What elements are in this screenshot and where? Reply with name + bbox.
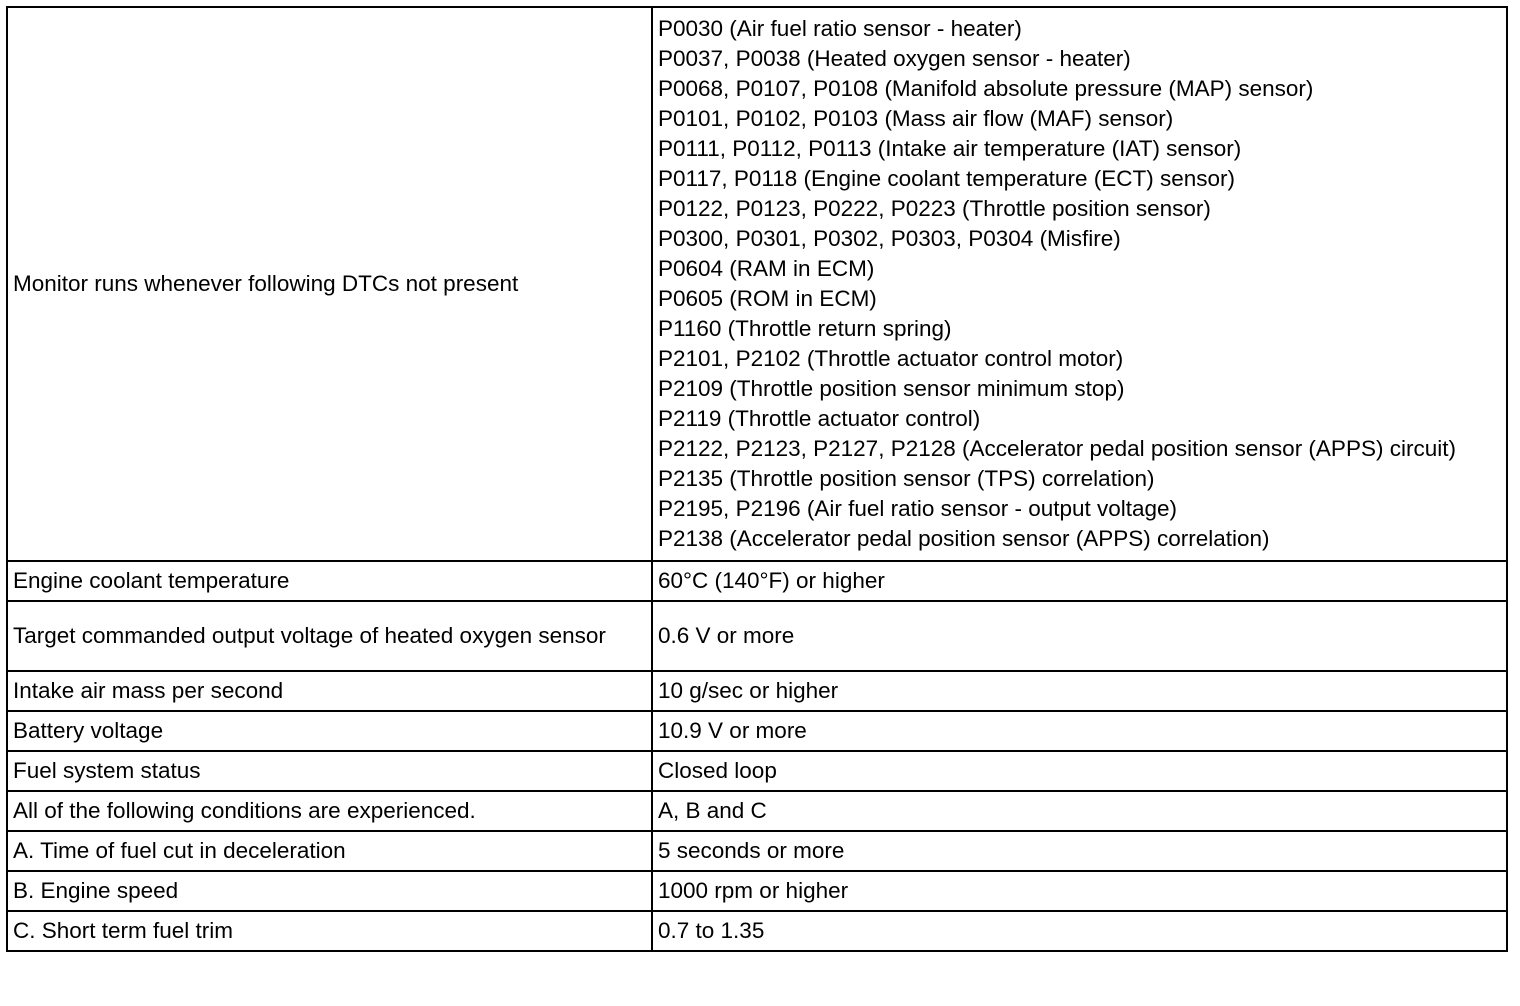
dtc-item: P0030 (Air fuel ratio sensor - heater) [658, 16, 1022, 41]
dtc-item: P2122, P2123, P2127, P2128 (Accelerator pedal position sensor (APPS) circuit) [658, 436, 1456, 461]
dtc-item: P0068, P0107, P0108 (Manifold absolute pressure (MAP) sensor) [658, 76, 1314, 101]
table-row [7, 561, 1507, 601]
conditions-table [6, 6, 1508, 952]
condition-label: B. Engine speed [7, 871, 652, 911]
condition-label: C. Short term fuel trim [7, 911, 652, 951]
dtc-item: P0122, P0123, P0222, P0223 (Throttle position sensor) [658, 196, 1211, 221]
condition-label: A. Time of fuel cut in deceleration [7, 831, 652, 871]
table-row [7, 711, 1507, 751]
condition-label: All of the following conditions are experienced. [7, 791, 652, 831]
dtc-item: P2119 (Throttle actuator control) [658, 406, 981, 431]
dtc-item: P0101, P0102, P0103 (Mass air flow (MAF) sensor) [658, 106, 1174, 131]
dtc-item: P1160 (Throttle return spring) [658, 316, 952, 341]
dtc-item: P0300, P0301, P0302, P0303, P0304 (Misfire) [658, 226, 1121, 251]
condition-label: Target commanded output voltage of heated oxygen sensor [7, 601, 652, 671]
dtc-item: P2101, P2102 (Throttle actuator control motor) [658, 346, 1124, 371]
table-row [7, 751, 1507, 791]
dtc-item: P2138 (Accelerator pedal position sensor (APPS) correlation) [658, 526, 1270, 551]
table-row [7, 911, 1507, 951]
condition-label: Intake air mass per second [7, 671, 652, 711]
condition-value: 5 seconds or more [652, 831, 1507, 871]
dtc-item: P2195, P2196 (Air fuel ratio sensor - output voltage) [658, 496, 1178, 521]
condition-label: Engine coolant temperature [7, 561, 652, 601]
dtc-condition-label: Monitor runs whenever following DTCs not present [7, 7, 652, 561]
dtc-item: P0605 (ROM in ECM) [658, 286, 877, 311]
condition-value: A, B and C [652, 791, 1507, 831]
condition-value: 10 g/sec or higher [652, 671, 1507, 711]
condition-label: Fuel system status [7, 751, 652, 791]
table-row-dtc-conditions [7, 7, 1507, 561]
condition-value: 60°C (140°F) or higher [652, 561, 1507, 601]
table-row [7, 871, 1507, 911]
condition-value: 1000 rpm or higher [652, 871, 1507, 911]
condition-label: Battery voltage [7, 711, 652, 751]
condition-value: 10.9 V or more [652, 711, 1507, 751]
dtc-item: P0111, P0112, P0113 (Intake air temperature (IAT) sensor) [658, 136, 1242, 161]
dtc-item: P0117, P0118 (Engine coolant temperature (ECT) sensor) [658, 166, 1235, 191]
dtc-item: P0037, P0038 (Heated oxygen sensor - heater) [658, 46, 1131, 71]
table-row [7, 601, 1507, 671]
table-row [7, 831, 1507, 871]
condition-value: 0.7 to 1.35 [652, 911, 1507, 951]
dtc-item: P0604 (RAM in ECM) [658, 256, 875, 281]
condition-value: 0.6 V or more [652, 601, 1507, 671]
dtc-item: P2109 (Throttle position sensor minimum stop) [658, 376, 1125, 401]
dtc-list [652, 7, 1507, 561]
table-row [7, 671, 1507, 711]
dtc-item: P2135 (Throttle position sensor (TPS) correlation) [658, 466, 1155, 491]
table-row [7, 791, 1507, 831]
condition-value: Closed loop [652, 751, 1507, 791]
